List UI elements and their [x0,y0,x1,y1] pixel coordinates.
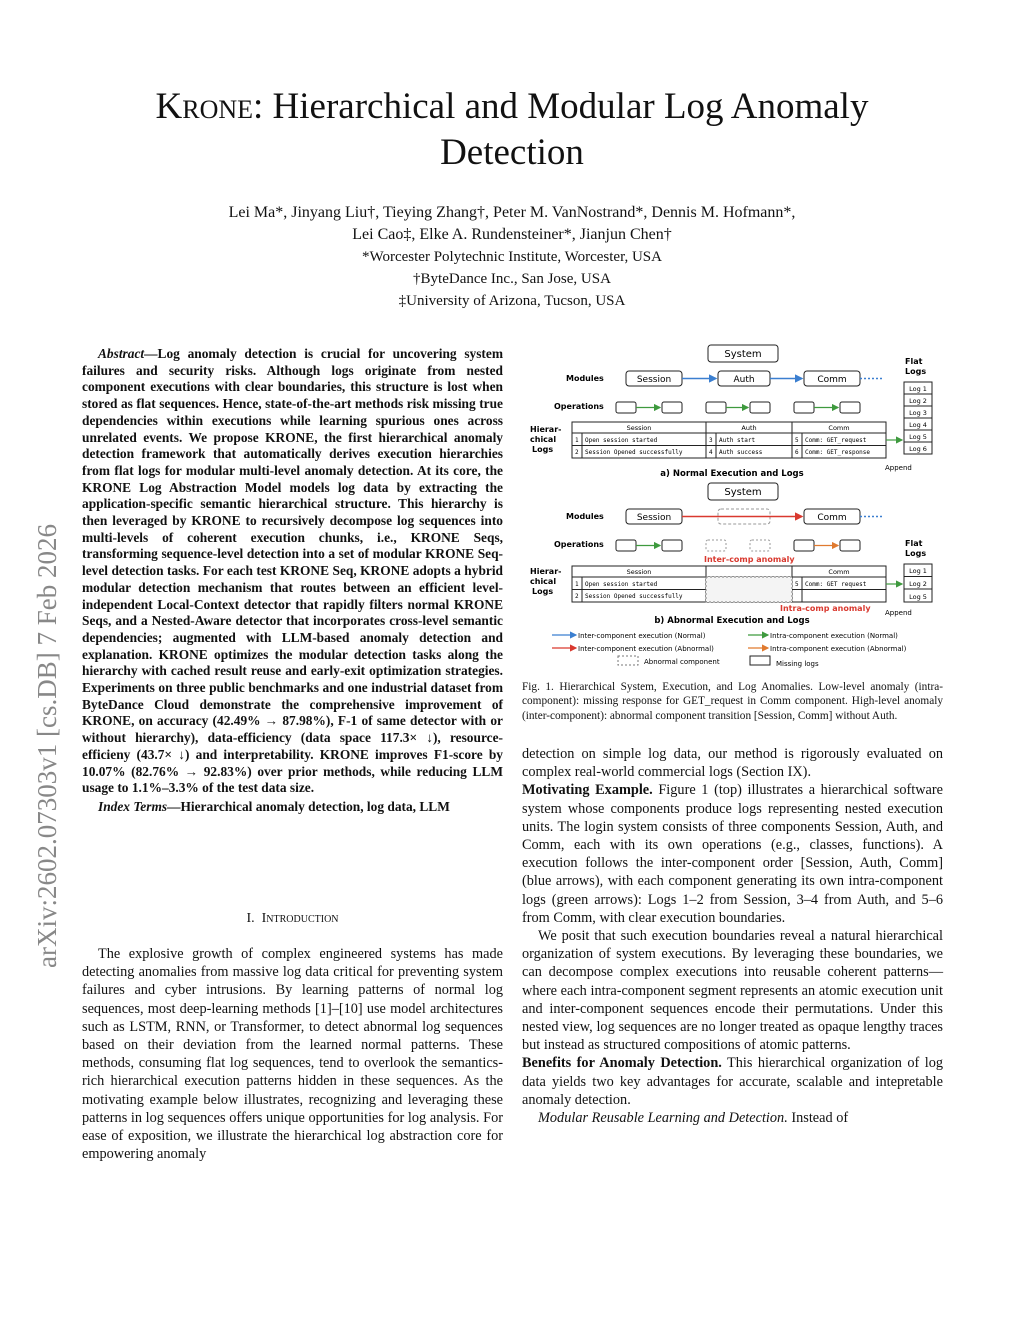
table-a-row1-n: 1 [575,437,579,444]
flat-log-list-b [904,564,932,602]
table-b-row1-n3: 5 [795,581,799,588]
hier-label-b3: Logs [532,587,554,596]
table-a-row2-n3: 6 [795,449,799,456]
operations-label-b: Operations [554,540,604,549]
title-system-name: Krone [155,86,254,127]
table-a-row1-text3: Comm: GET_request [805,437,867,444]
legend-inter-abnormal: Inter-component execution (Abnormal) [578,645,714,653]
flat-log-b-1: Log 1 [909,567,927,575]
table-b-row1-n: 1 [575,581,579,588]
flat-label-b1: Flat [905,539,923,548]
inter-comp-anomaly-label: Inter-comp anomaly [704,555,795,564]
figure-legend [552,632,907,668]
module-auth-label-a: Auth [733,375,755,385]
right-paragraph-3: We posit that such execution boundaries reveal a natural hierarchical organization of system executions. By leveraging these boundaries, we can decompose complex executions into reusable coherent patterns—where each intra-component segment represents an atomic execution unit and inter-component sequences encode their permutations. Under this nested view, log sequences are no longer treated as opaque lengthy traces but instead as structured compositions of atomic patterns. [522,928,943,1054]
table-b-row1-text3: Comm: GET request [805,581,867,588]
table-a-head-session: Session [626,424,652,432]
figure-1 [522,340,943,676]
right-paragraph-1: detection on simple log data, our method is rigorously evaluated on complex real-world commercial logs (Section IX). [522,746,943,781]
flat-log-a-5: Log 5 [909,433,927,441]
module-comm-label-a: Comm [817,375,847,385]
section-heading [82,911,503,927]
table-a-head-comm: Comm [828,424,850,432]
affiliation-3: ‡University of Arizona, Tucson, USA [398,293,626,309]
modular-learning-label: Modular Reusable Learning and Detection. [538,1110,788,1127]
legend-intra-abnormal: Intra-component execution (Abnormal) [770,645,907,653]
section-number: I. [246,911,255,926]
flat-log-a-3: Log 3 [909,409,927,417]
modular-learning-text: Instead of [787,1110,849,1127]
system-label-b: System [724,487,762,498]
table-b-head-comm: Comm [828,568,850,576]
legend-inter-normal: Inter-component execution (Normal) [578,632,706,640]
table-b-row2-n: 2 [575,593,579,600]
flat-log-a-2: Log 2 [909,397,927,405]
table-b-row2-text: Session Opened successfully [585,593,683,600]
hier-label-b2: chical [530,577,557,586]
append-label-b: Append [885,609,912,617]
intro-paragraph: The explosive growth of complex engineered systems has made detecting anomalies from massive log data critical for preventing system failures and cyber intrusions. By learning patterns of normal log sequences, most deep-learning methods [1]–[10] use model architectures such as LSTM, RNN, or Transformer, to detect abnormal log sequences based on their deviation from the learned normal patterns. These methods, consuming flat log sequences, tend to overlook the semantics-rich hierarchical execution patterns hidden in these sequences. As the motivating example below illustrates, recognizing and leveraging these patterns in log sequences offers unique opportunities for log analysis. For ease of exposition, we illustrate the hierarchical log abstraction core for empowering anomaly [82,946,503,1163]
figure-caption: Fig. 1. Hierarchical System, Execution, and Log Anomalies. Low-level anomaly (intra-component): missing response for GET_request in Comm component. High-level anomaly (inter-component): abnormal component transition [Session, Comm] without Auth. [522,681,943,722]
title-line2: Detection [440,132,584,173]
flat-log-list-a [904,382,932,454]
hierarchical-table-a [572,422,886,458]
table-a-row2-text2: Auth success [719,449,763,456]
caption-a: a) Normal Execution and Logs [660,469,804,479]
legend-intra-normal: Intra-component execution (Normal) [770,632,898,640]
hier-label-a3: Logs [532,445,554,454]
index-terms-label: Index Terms [98,798,168,814]
abstract [82,346,503,816]
affiliation-2: †ByteDance Inc., San Jose, USA [413,271,611,287]
hier-label-a1: Hierar- [530,425,562,434]
flat-label-a1: Flat [905,357,923,366]
table-a-row1-n3: 5 [795,437,799,444]
flat-log-a-4: Log 4 [909,421,927,429]
author-line-2: Lei Cao‡, Elke A. Rundensteiner*, Jianjun Chen† [352,226,672,243]
hier-label-b1: Hierar- [530,567,562,576]
table-b-row1-text: Open session started [585,581,658,588]
section-title: Introduction [261,911,339,926]
flat-log-a-6: Log 6 [909,445,927,453]
flat-label-a2: Logs [905,367,927,376]
benefits-text: This hierarchical organization of log data yields two key advantages for accurate, scalable and intepretable anomaly detection. [522,1055,943,1108]
table-a-row2-text: Session Opened successfully [585,449,683,456]
table-a-row1-text: Open session started [585,437,658,444]
table-a-row1-text2: Auth start [719,437,756,444]
module-comm-label-b: Comm [817,513,847,523]
right-column-text [522,745,943,1127]
paper-title [60,84,964,176]
affiliation-1: *Worcester Polytechnic Institute, Worcester, USA [362,249,662,265]
benefits-label: Benefits for Anomaly Detection. [522,1055,722,1072]
modules-label-b: Modules [566,512,604,521]
table-b-head-session: Session [626,568,652,576]
table-a-head-auth: Auth [741,424,757,432]
legend-abnormal-component: Abnormal component [644,658,720,666]
hier-label-a2: chical [530,435,557,444]
motivating-example-text: Figure 1 (top) illustrates a hierarchical software system whose components produce logs representing nested execution units. The login system consists of three components Session, Auth, and Comm, each with its own operations (e.g., classes, functions). A execution follows the inter-component order [Session, Auth, Comm] (blue arrows), with each component generating its own intra-component logs (green arrows): Logs 1–2 from Session, 3–4 from Auth, and 5–6 from Comm, with clear execution boundaries. [522,782,943,926]
table-a-row2-n: 2 [575,449,579,456]
flat-log-b-2: Log 2 [909,580,927,588]
module-session-label-b: Session [636,513,672,523]
system-label-a: System [724,349,762,360]
append-label-a: Append [885,464,912,472]
modules-label-a: Modules [566,374,604,383]
flat-log-b-3: Log 5 [909,593,927,601]
table-a-row2-text3: Comm: GET_response [805,449,871,456]
table-a-row2-n2: 4 [709,449,713,456]
intra-comp-anomaly-label: Intra-comp anomaly [780,604,871,613]
index-terms-text: —Hierarchical anomaly detection, log data, LLM [167,798,450,814]
title-line1: : Hierarchical and Modular Log Anomaly [253,86,869,127]
module-session-label-a: Session [636,375,672,385]
arxiv-identifier: arXiv:2602.07303v1 [cs.DB] 7 Feb 2026 [32,524,62,968]
intro-section [82,945,503,1163]
author-block [100,202,924,312]
legend-missing-logs: Missing logs [776,660,819,668]
flat-log-a-1: Log 1 [909,385,927,393]
flat-label-b2: Logs [905,549,927,558]
caption-b: b) Abnormal Execution and Logs [654,616,810,626]
operations-label-a: Operations [554,402,604,411]
motivating-example-label: Motivating Example. [522,782,653,799]
abstract-label: Abstract [98,346,145,361]
table-a-row1-n2: 3 [709,437,713,444]
abstract-text: —Log anomaly detection is crucial for uncovering system failures and security risks. Although logs originate from nested component executions with clear boundaries, this structure is lost when stored as flat sequences. Hence, state-of-the-art methods risk missing true dependencies within executions while learning spurious ones across unrelated events. We propose KRONE, the first hierarchical anomaly detection framework that automatically derives execution hierarchies from flat logs for modular multi-level anomaly detection. At its core, the KRONE Log Abstraction Model models log data by extracting the application-specific semantic hierarchical structure. This hierarchy is then leveraged by KRONE to recursively decompose log sequences into multi-levels of coherent execution chunks, i.e., KRONE Seqs, transforming sequence-level detection into a set of modular KRONE Seq-level detection tasks. For each test KRONE Seq, KRONE adopts a hybrid modular detection mechanism that routes between an efficient level-independent Local-Context detector that rapidly filters normal KRONE Seqs, and a Nested-Aware detector that incorporates cross-level semantic dependencies; augmented with LLM-based anomaly detection and explanation. KRONE optimizes the modular detection tasks along the hierarchy with cached result reuse and early-exit optimization strategies. Experiments on three public benchmarks and one industrial dataset from ByteDance Cloud demonstrate the comprehensive improvement of KRONE, on accuracy (42.49% → 87.98%), F-1 of same detector with or without hierarchy), data-efficiency (data space 117.3× ↓), resource-efficieny (43.7× ↓) and interpretability. KRONE improves F1-score by 10.07% (82.76% → 92.83%) over prior methods, while reducing LLM usage to 1.1%–3.3% of the test data size. [82,346,503,796]
author-line-1: Lei Ma*, Jinyang Liu†, Tieying Zhang†, Peter M. VanNostrand*, Dennis M. Hofmann*, [228,204,796,221]
hierarchical-table-b [572,566,886,602]
